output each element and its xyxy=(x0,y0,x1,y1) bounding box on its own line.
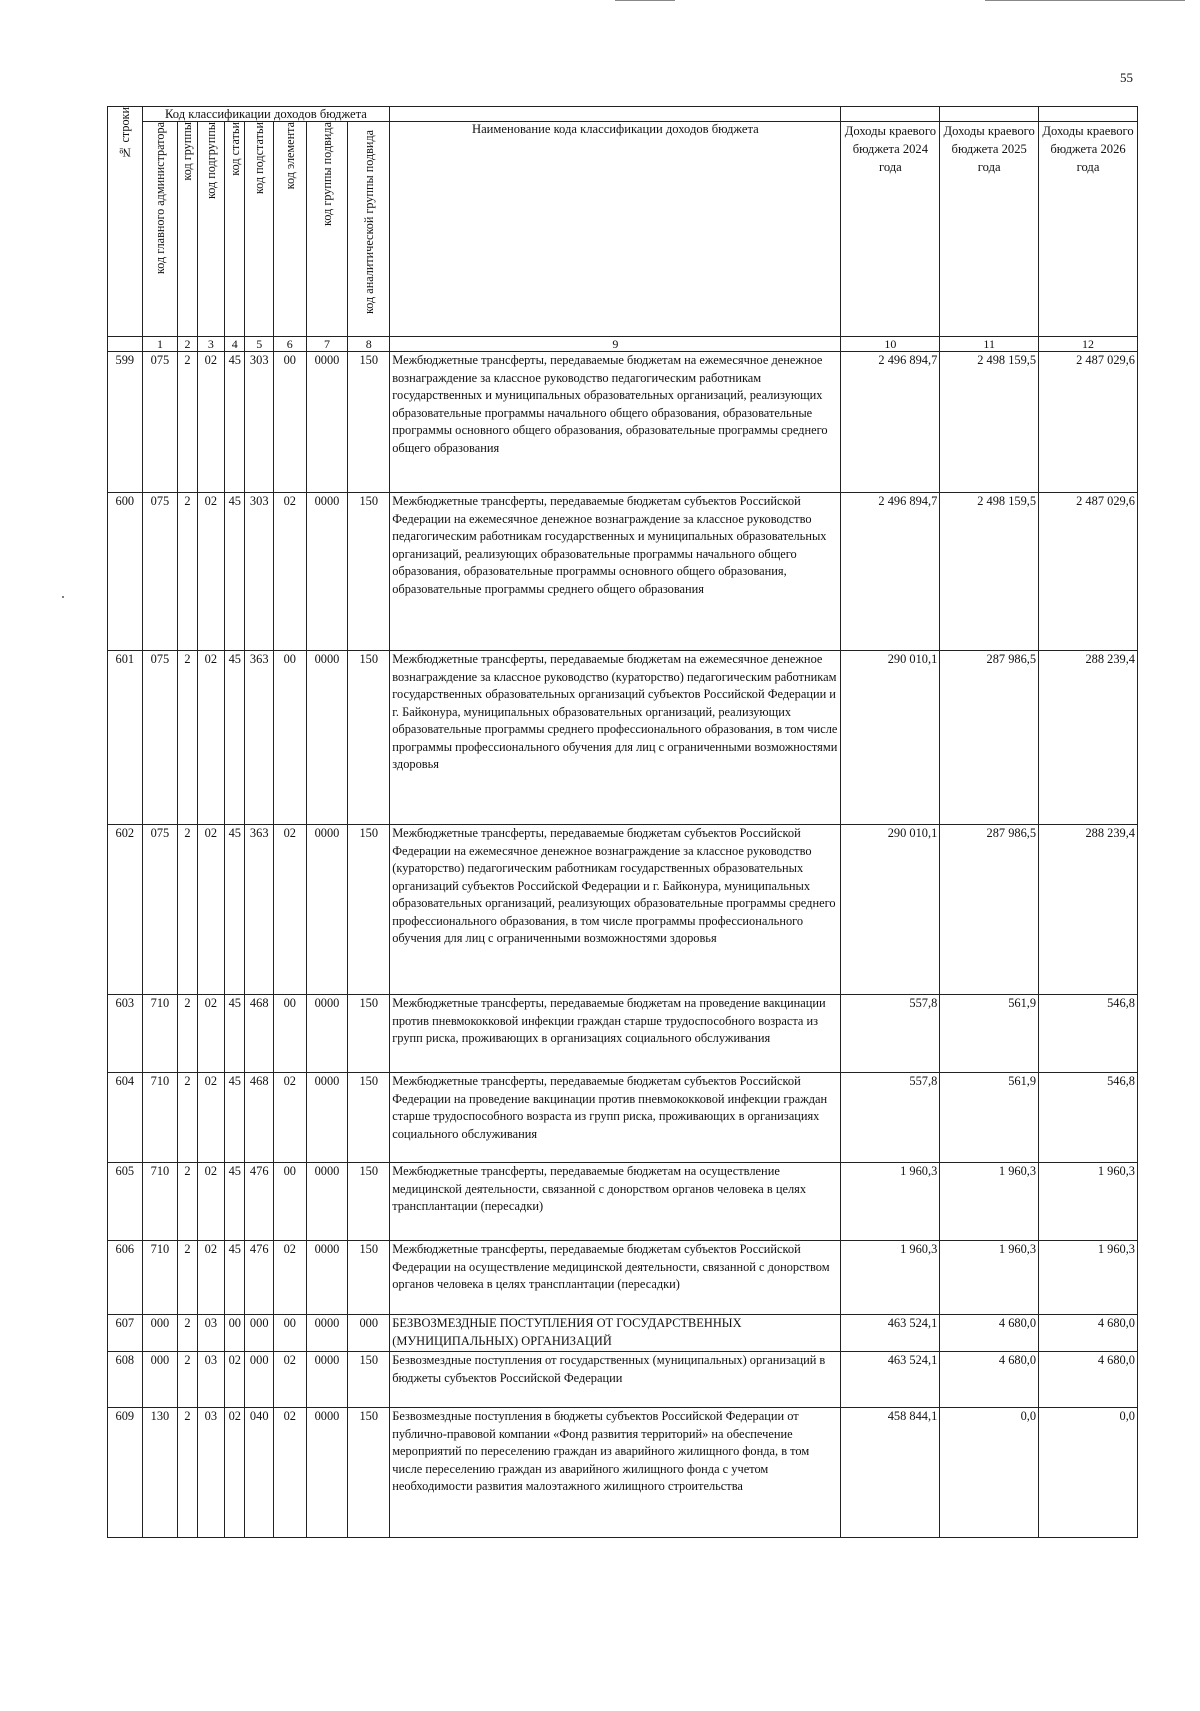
element-code: 00 xyxy=(273,651,306,825)
header-name: Наименование кода классификации доходов бюджета xyxy=(390,122,841,337)
table-row xyxy=(108,1073,1138,1163)
code-name: Межбюджетные трансферты, передаваемые бюджетам на ежемесячное денежное вознаграждение за классное руководство педагогическим работникам государственных и муниципальных образовательных организаций, реализующих образовательные программы начального общего образования, образовательные программы основного общего образования, образовательные программы среднего общего образования xyxy=(390,352,841,493)
element-code: 00 xyxy=(273,995,306,1073)
subarticle-code: 476 xyxy=(245,1163,274,1241)
header-subgroup-code: код подгруппы xyxy=(197,122,225,337)
admin-code: 075 xyxy=(142,825,178,995)
amount-2025: 2 498 159,5 xyxy=(940,493,1039,651)
code-name: Безвозмездные поступления от государственных (муниципальных) организаций в бюджеты субъектов Российской Федерации xyxy=(390,1352,841,1408)
amount-2025: 287 986,5 xyxy=(940,825,1039,995)
amount-2025: 1 960,3 xyxy=(940,1163,1039,1241)
amount-2025: 2 498 159,5 xyxy=(940,352,1039,493)
header-element-code: код элемента xyxy=(273,122,306,337)
code-name: Безвозмездные поступления в бюджеты субъектов Российской Федерации от публично-правовой компании «Фонд развития территорий» на обеспечение мероприятий по переселению граждан из аварийного жилищного фонда, в том числе переселению граждан из аварийного жилищного фонда с учетом необходимости развития малоэтажного жилищного строительства xyxy=(390,1408,841,1538)
subtype-group-code: 0000 xyxy=(306,352,348,493)
row-number: 608 xyxy=(108,1352,143,1408)
amount-2025: 561,9 xyxy=(940,995,1039,1073)
admin-code: 000 xyxy=(142,1352,178,1408)
amount-2026: 1 960,3 xyxy=(1039,1241,1138,1315)
analytic-group-code: 150 xyxy=(348,651,390,825)
scan-edge-line xyxy=(985,0,1185,1)
column-number: 4 xyxy=(225,337,245,352)
subgroup-code: 02 xyxy=(197,825,225,995)
subgroup-code: 03 xyxy=(197,1352,225,1408)
column-number: 2 xyxy=(178,337,197,352)
amount-2026: 546,8 xyxy=(1039,1073,1138,1163)
revenue-classification-table xyxy=(107,106,1138,1538)
article-code: 45 xyxy=(225,825,245,995)
row-number: 607 xyxy=(108,1315,143,1352)
admin-code: 075 xyxy=(142,493,178,651)
article-code: 00 xyxy=(225,1315,245,1352)
subarticle-code: 468 xyxy=(245,1073,274,1163)
subtype-group-code: 0000 xyxy=(306,1315,348,1352)
header-group-code: код группы xyxy=(178,122,197,337)
amount-2025: 4 680,0 xyxy=(940,1315,1039,1352)
subarticle-code: 303 xyxy=(245,352,274,493)
amount-2025: 1 960,3 xyxy=(940,1241,1039,1315)
code-name: Межбюджетные трансферты, передаваемые бюджетам субъектов Российской Федерации на осуществление медицинской деятельности, связанной с донорством органов человека в целях трансплантации (пересадки) xyxy=(390,1241,841,1315)
scan-edge-line xyxy=(615,0,675,1)
amount-2026: 288 239,4 xyxy=(1039,825,1138,995)
amount-2025: 287 986,5 xyxy=(940,651,1039,825)
amount-2024: 458 844,1 xyxy=(841,1408,940,1538)
table-row xyxy=(108,493,1138,651)
element-code: 02 xyxy=(273,825,306,995)
amount-2024: 557,8 xyxy=(841,995,940,1073)
header-admin-code: код главного администратора xyxy=(142,122,178,337)
row-number: 605 xyxy=(108,1163,143,1241)
header-row-no: № строки xyxy=(108,107,143,337)
amount-2026: 4 680,0 xyxy=(1039,1352,1138,1408)
subarticle-code: 040 xyxy=(245,1408,274,1538)
amount-2024: 1 960,3 xyxy=(841,1241,940,1315)
group-code: 2 xyxy=(178,1352,197,1408)
subtype-group-code: 0000 xyxy=(306,651,348,825)
header-2024: Доходы краевого бюджета 2024 года xyxy=(841,122,940,337)
amount-2025: 0,0 xyxy=(940,1408,1039,1538)
table-row xyxy=(108,352,1138,493)
subarticle-code: 363 xyxy=(245,651,274,825)
group-code: 2 xyxy=(178,352,197,493)
subgroup-code: 02 xyxy=(197,995,225,1073)
article-code: 02 xyxy=(225,1408,245,1538)
table-row xyxy=(108,1163,1138,1241)
subarticle-code: 468 xyxy=(245,995,274,1073)
amount-2024: 290 010,1 xyxy=(841,825,940,995)
group-code: 2 xyxy=(178,1073,197,1163)
column-number: 9 xyxy=(390,337,841,352)
column-number: 6 xyxy=(273,337,306,352)
subtype-group-code: 0000 xyxy=(306,1408,348,1538)
admin-code: 130 xyxy=(142,1408,178,1538)
analytic-group-code: 150 xyxy=(348,1163,390,1241)
amount-2024: 463 524,1 xyxy=(841,1352,940,1408)
column-number: 10 xyxy=(841,337,940,352)
element-code: 00 xyxy=(273,1163,306,1241)
group-code: 2 xyxy=(178,493,197,651)
subtype-group-code: 0000 xyxy=(306,995,348,1073)
admin-code: 710 xyxy=(142,1073,178,1163)
article-code: 45 xyxy=(225,1241,245,1315)
amount-2026: 2 487 029,6 xyxy=(1039,352,1138,493)
subtype-group-code: 0000 xyxy=(306,1352,348,1408)
group-code: 2 xyxy=(178,825,197,995)
subtype-group-code: 0000 xyxy=(306,1241,348,1315)
admin-code: 710 xyxy=(142,995,178,1073)
column-number-blank xyxy=(108,337,143,352)
column-number: 3 xyxy=(197,337,225,352)
amount-2024: 2 496 894,7 xyxy=(841,352,940,493)
row-number: 609 xyxy=(108,1408,143,1538)
row-number: 600 xyxy=(108,493,143,651)
subgroup-code: 02 xyxy=(197,1163,225,1241)
row-number: 603 xyxy=(108,995,143,1073)
element-code: 02 xyxy=(273,1352,306,1408)
subgroup-code: 02 xyxy=(197,493,225,651)
table-body xyxy=(108,352,1138,1538)
scan-speck xyxy=(62,596,64,598)
amount-2025: 561,9 xyxy=(940,1073,1039,1163)
admin-code: 710 xyxy=(142,1241,178,1315)
column-number: 1 xyxy=(142,337,178,352)
subarticle-code: 000 xyxy=(245,1352,274,1408)
subarticle-code: 000 xyxy=(245,1315,274,1352)
amount-2024: 1 960,3 xyxy=(841,1163,940,1241)
amount-2026: 546,8 xyxy=(1039,995,1138,1073)
analytic-group-code: 150 xyxy=(348,825,390,995)
analytic-group-code: 150 xyxy=(348,1241,390,1315)
subgroup-code: 02 xyxy=(197,651,225,825)
admin-code: 000 xyxy=(142,1315,178,1352)
row-number: 599 xyxy=(108,352,143,493)
admin-code: 710 xyxy=(142,1163,178,1241)
column-number: 5 xyxy=(245,337,274,352)
header-spacer xyxy=(841,107,940,122)
code-name: Межбюджетные трансферты, передаваемые бюджетам на ежемесячное денежное вознаграждение за классное руководство (кураторство) педагогическим работникам государственных образовательных организаций субъектов Российской Федерации и г. Байконура, муниципальных образовательных организаций, реализующих образовательные программы среднего профессионального образования, в том числе программы профессионального обучения для лиц с ограниченными возможностями здоровья xyxy=(390,651,841,825)
amount-2026: 4 680,0 xyxy=(1039,1315,1138,1352)
subarticle-code: 363 xyxy=(245,825,274,995)
analytic-group-code: 150 xyxy=(348,352,390,493)
amount-2025: 4 680,0 xyxy=(940,1352,1039,1408)
amount-2026: 2 487 029,6 xyxy=(1039,493,1138,651)
amount-2024: 463 524,1 xyxy=(841,1315,940,1352)
table-row xyxy=(108,1315,1138,1352)
row-number: 601 xyxy=(108,651,143,825)
code-name: Межбюджетные трансферты, передаваемые бюджетам на осуществление медицинской деятельности, связанной с донорством органов человека в целях трансплантации (пересадки) xyxy=(390,1163,841,1241)
header-code-group: Код классификации доходов бюджета xyxy=(142,107,390,122)
code-name: Межбюджетные трансферты, передаваемые бюджетам субъектов Российской Федерации на ежемесячное денежное вознаграждение за классное руководство (кураторство) педагогическим работникам государственных образовательных организаций субъектов Российской Федерации и г. Байконура, муниципальных образовательных организаций, реализующих образовательные программы среднего профессионального образования, в том числе программы профессионального обучения для лиц с ограниченными возможностями здоровья xyxy=(390,825,841,995)
group-code: 2 xyxy=(178,651,197,825)
admin-code: 075 xyxy=(142,651,178,825)
article-code: 45 xyxy=(225,651,245,825)
header-2025: Доходы краевого бюджета 2025 года xyxy=(940,122,1039,337)
column-number: 11 xyxy=(940,337,1039,352)
code-name: БЕЗВОЗМЕЗДНЫЕ ПОСТУПЛЕНИЯ ОТ ГОСУДАРСТВЕННЫХ (МУНИЦИПАЛЬНЫХ) ОРГАНИЗАЦИЙ xyxy=(390,1315,841,1352)
article-code: 45 xyxy=(225,352,245,493)
code-name: Межбюджетные трансферты, передаваемые бюджетам на проведение вакцинации против пневмококковой инфекции граждан старше трудоспособного возраста из групп риска, проживающих в организациях социального обслуживания xyxy=(390,995,841,1073)
element-code: 02 xyxy=(273,1073,306,1163)
amount-2024: 2 496 894,7 xyxy=(841,493,940,651)
subtype-group-code: 0000 xyxy=(306,1073,348,1163)
admin-code: 075 xyxy=(142,352,178,493)
code-name: Межбюджетные трансферты, передаваемые бюджетам субъектов Российской Федерации на ежемесячное денежное вознаграждение за классное руководство педагогическим работникам государственных и муниципальных образовательных организаций, реализующих образовательные программы начального общего образования, образовательные программы основного общего образования, образовательные программы среднего общего образования xyxy=(390,493,841,651)
amount-2026: 288 239,4 xyxy=(1039,651,1138,825)
row-number: 606 xyxy=(108,1241,143,1315)
analytic-group-code: 150 xyxy=(348,995,390,1073)
element-code: 02 xyxy=(273,1408,306,1538)
table-row xyxy=(108,825,1138,995)
code-name: Межбюджетные трансферты, передаваемые бюджетам субъектов Российской Федерации на проведение вакцинации против пневмококковой инфекции граждан старше трудоспособного возраста из групп риска, проживающих в организациях социального обслуживания xyxy=(390,1073,841,1163)
subgroup-code: 02 xyxy=(197,1073,225,1163)
article-code: 45 xyxy=(225,1163,245,1241)
subgroup-code: 03 xyxy=(197,1408,225,1538)
article-code: 02 xyxy=(225,1352,245,1408)
article-code: 45 xyxy=(225,493,245,651)
analytic-group-code: 000 xyxy=(348,1315,390,1352)
table-row xyxy=(108,651,1138,825)
element-code: 02 xyxy=(273,493,306,651)
column-number-row xyxy=(108,337,1138,352)
subtype-group-code: 0000 xyxy=(306,825,348,995)
table-row xyxy=(108,1241,1138,1315)
group-code: 2 xyxy=(178,1163,197,1241)
analytic-group-code: 150 xyxy=(348,493,390,651)
amount-2024: 557,8 xyxy=(841,1073,940,1163)
subgroup-code: 02 xyxy=(197,1241,225,1315)
element-code: 00 xyxy=(273,352,306,493)
analytic-group-code: 150 xyxy=(348,1352,390,1408)
header-2026: Доходы краевого бюджета 2026 года xyxy=(1039,122,1138,337)
row-number: 604 xyxy=(108,1073,143,1163)
table-row xyxy=(108,1352,1138,1408)
header-analytic-group-code: код аналитической группы подвида xyxy=(348,122,390,337)
amount-2026: 0,0 xyxy=(1039,1408,1138,1538)
group-code: 2 xyxy=(178,1315,197,1352)
column-number: 12 xyxy=(1039,337,1138,352)
row-number: 602 xyxy=(108,825,143,995)
subarticle-code: 476 xyxy=(245,1241,274,1315)
subgroup-code: 03 xyxy=(197,1315,225,1352)
table-row xyxy=(108,1408,1138,1538)
table-row xyxy=(108,995,1138,1073)
amount-2026: 1 960,3 xyxy=(1039,1163,1138,1241)
subgroup-code: 02 xyxy=(197,352,225,493)
header-subtype-group-code: код группы подвида xyxy=(306,122,348,337)
column-number: 7 xyxy=(306,337,348,352)
group-code: 2 xyxy=(178,1408,197,1538)
article-code: 45 xyxy=(225,1073,245,1163)
amount-2024: 290 010,1 xyxy=(841,651,940,825)
analytic-group-code: 150 xyxy=(348,1408,390,1538)
header-spacer xyxy=(390,107,841,122)
group-code: 2 xyxy=(178,995,197,1073)
element-code: 02 xyxy=(273,1241,306,1315)
element-code: 00 xyxy=(273,1315,306,1352)
subarticle-code: 303 xyxy=(245,493,274,651)
header-article-code: код статьи xyxy=(225,122,245,337)
group-code: 2 xyxy=(178,1241,197,1315)
header-spacer xyxy=(1039,107,1138,122)
subtype-group-code: 0000 xyxy=(306,493,348,651)
analytic-group-code: 150 xyxy=(348,1073,390,1163)
subtype-group-code: 0000 xyxy=(306,1163,348,1241)
header-spacer xyxy=(940,107,1039,122)
article-code: 45 xyxy=(225,995,245,1073)
column-number: 8 xyxy=(348,337,390,352)
header-subarticle-code: код подстатьи xyxy=(245,122,274,337)
page-number: 55 xyxy=(1120,70,1133,85)
